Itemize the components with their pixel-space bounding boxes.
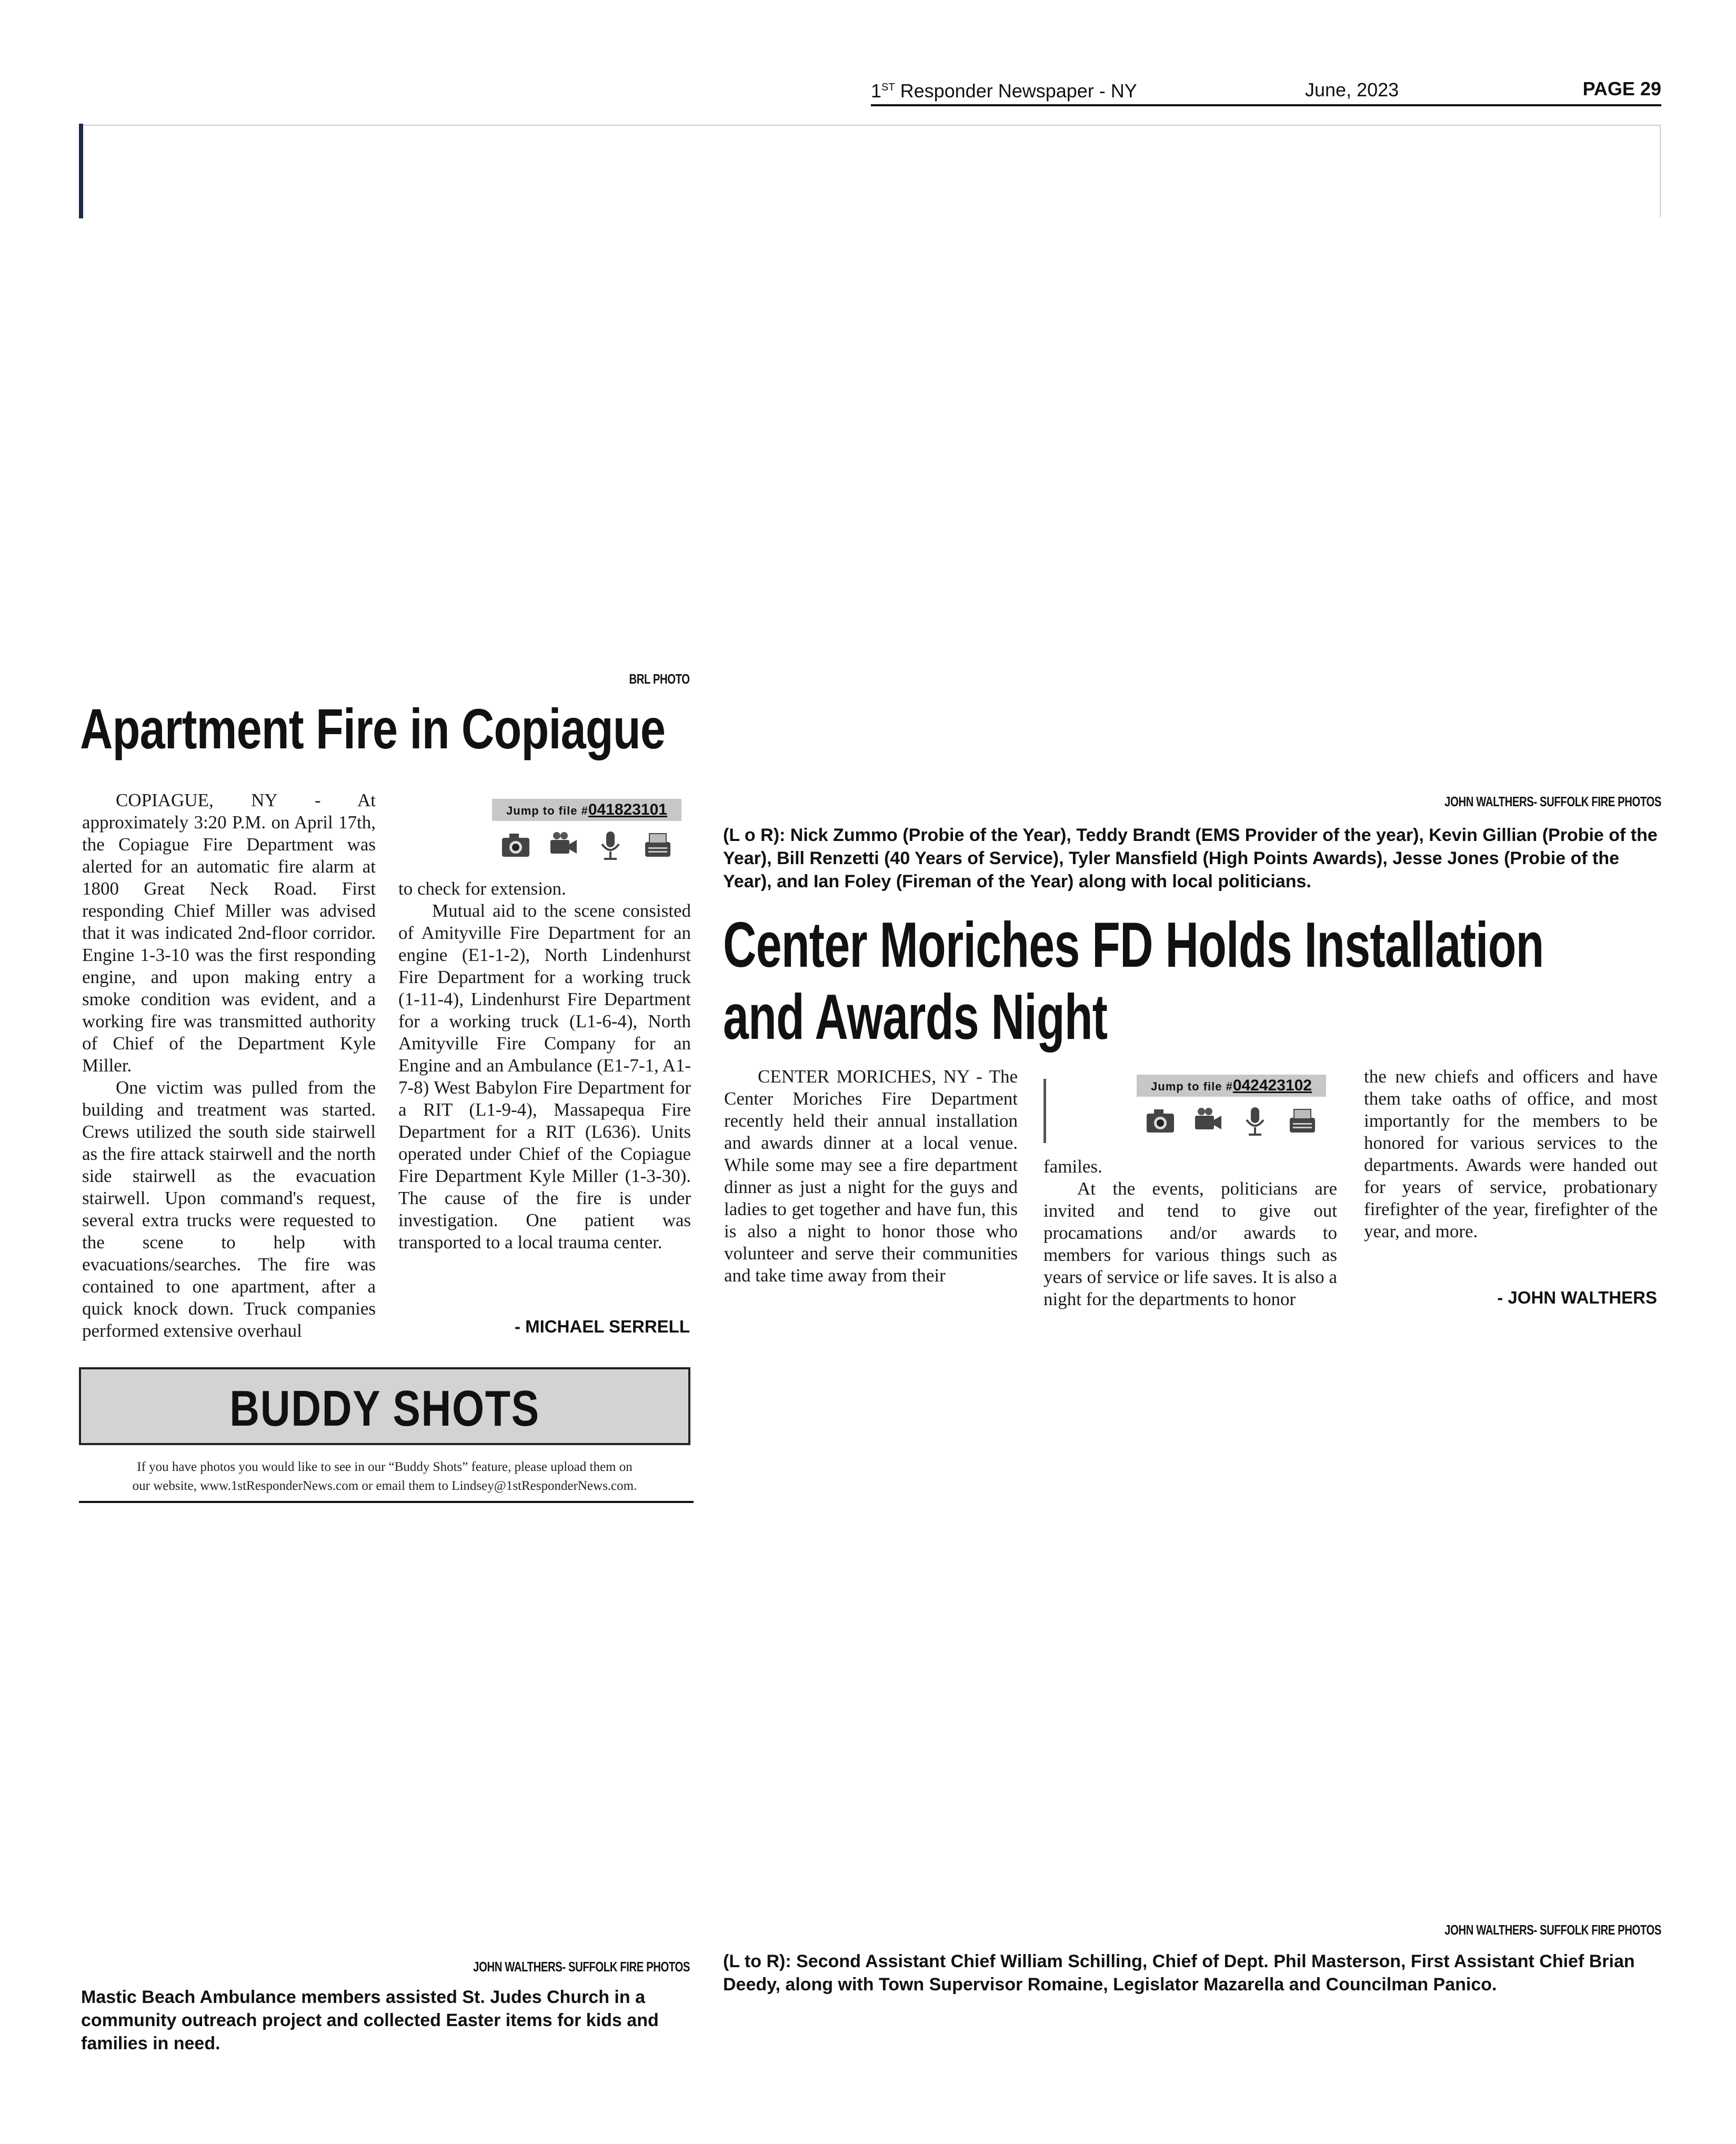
article1-byline: - MICHAEL SERRELL [514,1317,690,1336]
camera-icon [1143,1104,1177,1138]
photo-credit-walthers: JOHN WALTHERS- SUFFOLK FIRE PHOTOS [1444,1922,1661,1938]
article2-paragraph: CENTER MORICHES, NY - The Center Moriches Fire Department recently held their annual installation and awards dinner at a local venue. While some may see a fire department dinner as just a night for the guys and ladies to get together and have fun, this is also a night to honor those who volunteer and serve their communities and take time away from their [724,1066,1018,1286]
buddy-note-line: our website, www.1stResponderNews.com or email them to Lindsey@1stResponderNews.com. [132,1479,637,1493]
photo-caption-mastic-beach: Mastic Beach Ambulance members assisted St. Judes Church in a community outreach project and collected Easter items for kids and families in need. [81,1987,659,2053]
jump-to-file-box[interactable] [487,799,687,867]
photo-credit-walthers: JOHN WALTHERS- SUFFOLK FIRE PHOTOS [473,1959,690,1975]
headline-apartment-fire: Apartment Fire in Copiague [80,697,666,760]
article2-paragraph: At the events, politicians are invited and tend to give out procamations and/or awards to members for various things such as years of service or life saves. It is also a night for the departments to honor [1043,1178,1337,1309]
article1-paragraph: Mutual aid to the scene consisted of Amityville Fire Department for an engine (E1-1-2), North Lindenhurst Fire Department for a working truck (1-11-4), Lindenhurst Fire Department for a working truck (L1-6-4), North Amityville Fire Company for an Engine and an Ambulance (E1-7-1, A1-7-8) West Babylon Fire Department for a RIT (L1-9-4), Massapequa Fire Department for a RIT (L636). Units operated under Chief of the Copiague Fire Department Kyle Miller (1-3-30). The cause of the fire is under investigation. One patient was transported to a local trauma center. [398,900,691,1253]
article1-paragraph: to check for extension. [398,878,566,899]
buddy-shots-title: BUDDY SHOTS [229,1380,540,1437]
header-rule [871,104,1661,106]
jump-to-file-box[interactable] [1131,1075,1331,1143]
page-number: PAGE 29 [1582,78,1661,99]
photo-caption-chiefs: (L to R): Second Assistant Chief William Schilling, Chief of Dept. Phil Masterson, First Assistant Chief Brian Deedy, along with Town Supervisor Romaine, Legislator Mazarella and Councilman Panico. [723,1951,1635,1995]
microphone-icon [1238,1104,1272,1138]
camera-icon [499,828,533,862]
article2-paragraph: the new chiefs and officers and have them take oaths of office, and most importantly for the members to be honored for various services to the departments. Awards were handed out for years of service, probationary firefighter of the year, firefighter of the year, and more. [1364,1066,1658,1241]
article1-column-2 [398,878,691,1254]
article1-paragraph: COPIAGUE, NY - At approximately 3:20 P.M. on April 17th, the Copiague Fire Department was alerted for an automatic fire alarm at 1800 Great Neck Road. First responding Chief Miller was advised that it was indicated 2nd-floor corridor. Engine 1-3-10 was the first responding engine, and upon making entry a smoke condition was evident, and a working fire was transmitted authority of Chief of the Department Kyle Miller. [82,790,376,1076]
photo-credit-walthers: JOHN WALTHERS- SUFFOLK FIRE PHOTOS [1444,794,1661,809]
jump-to-file-label[interactable]: Jump to file #041823101 [492,799,681,821]
headline-center-moriches-line-2: and Awards Night [723,981,1108,1053]
ad-frame-top-border [83,125,1661,126]
jump-box-divider [1043,1079,1046,1143]
typewriter-icon [641,828,675,862]
article1-paragraph: One victim was pulled from the building and treatment was started. Crews utilized the south side stairwell as the fire attack stairwell and the north side stairwell as the evacuation stairwell. Upon command's request, several extra trucks were requested to the scene to help with evacuations/searches. The fire was contained to one apartment, after a quick knock down. Truck companies performed extensive overhaul [82,1077,376,1341]
typewriter-icon [1286,1104,1319,1138]
buddy-shots-banner [79,1367,690,1445]
ad-frame-left-border [79,124,83,218]
buddy-shots-note [79,1458,690,1496]
photo-credit-brl: BRL PHOTO [629,671,690,687]
microphone-icon [594,828,627,862]
video-camera-icon [546,828,580,862]
buddy-shots-rule [79,1501,694,1503]
article2-column-2 [1043,1156,1337,1310]
video-camera-icon [1191,1104,1225,1138]
article2-paragraph: familes. [1043,1156,1102,1177]
buddy-note-line: If you have photos you would like to see in our “Buddy Shots” feature, please upload them on [137,1460,633,1474]
ad-frame-right-border [1660,125,1661,217]
publication-name: 1ST Responder Newspaper - NY [871,80,1137,102]
jump-to-file-label[interactable]: Jump to file #042423102 [1137,1075,1326,1097]
article2-column-3 [1364,1066,1658,1243]
issue-date: June, 2023 [1305,79,1399,101]
headline-center-moriches-line-1: Center Moriches FD Holds Installation [723,909,1544,980]
photo-caption-awards: (L o R): Nick Zummo (Probie of the Year), Teddy Brandt (EMS Provider of the year), Kevin Gillian (Probie of the Year), Bill Renzetti (40 Years of Service), Tyler Mansfield (High Points Awards), Jesse Jones (Probie of the Year), and Ian Foley (Fireman of the Year) along with local politicians. [723,825,1658,891]
article2-column-1 [724,1066,1018,1287]
article1-column-1 [82,789,376,1342]
article2-byline: - JOHN WALTHERS [1497,1288,1657,1307]
